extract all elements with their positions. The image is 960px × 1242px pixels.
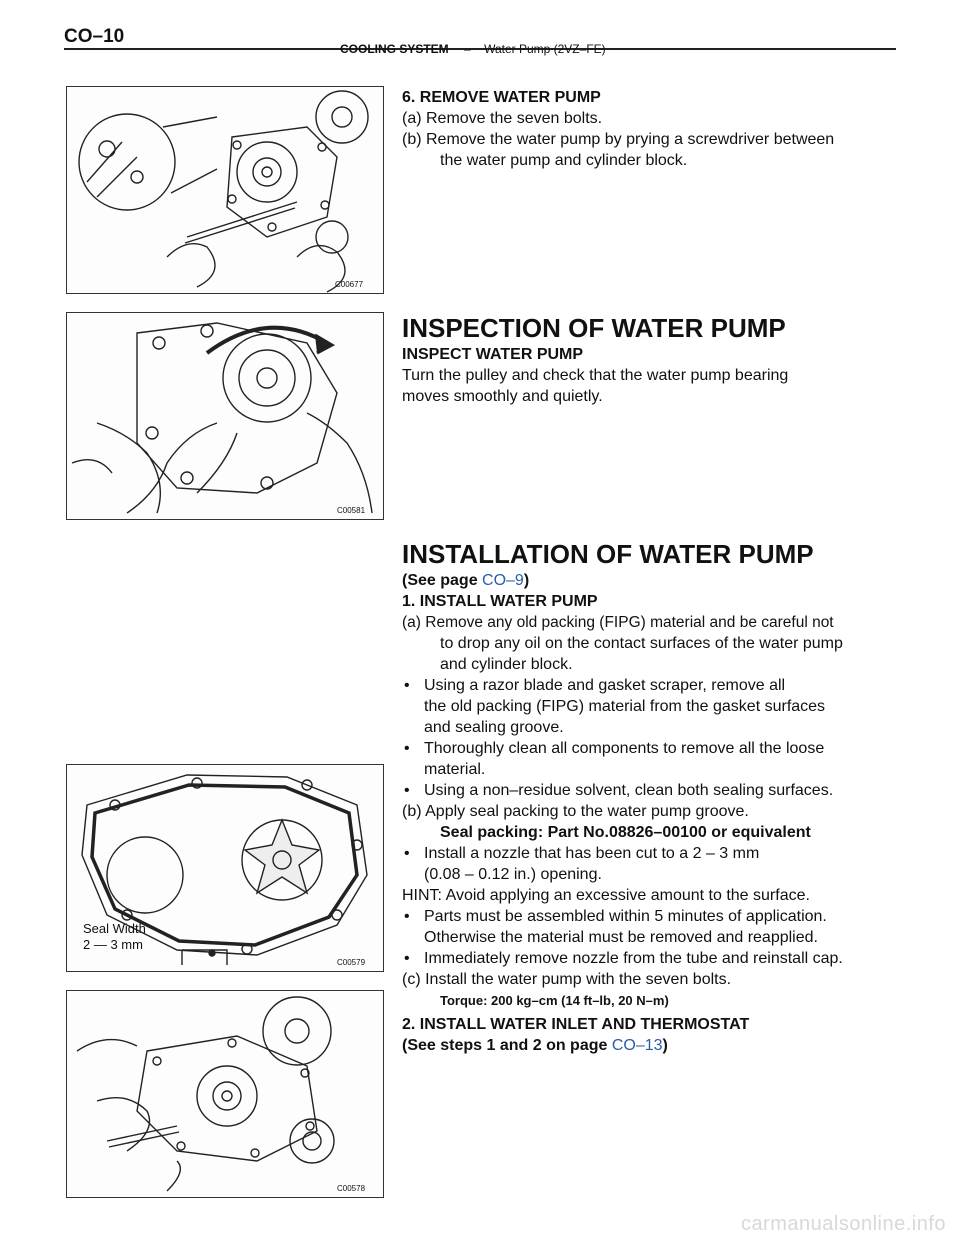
bullet-dot: • xyxy=(404,950,410,967)
bullet-dot: • xyxy=(404,782,410,799)
see-page-link[interactable]: CO–9 xyxy=(482,572,524,589)
bullet-assemble-cont: Otherwise the material must be removed and reapplied. xyxy=(424,929,818,946)
bullet-nozzle-cont: (0.08 – 0.12 in.) opening. xyxy=(424,866,602,883)
install-step-a-cont2: and cylinder block. xyxy=(440,656,573,673)
bullet-nozzle-remove-text: Immediately remove nozzle from the tube and reinstall cap. xyxy=(424,950,843,967)
figure-inspect-water-pump xyxy=(66,312,384,520)
installation-title: INSTALLATION OF WATER PUMP xyxy=(402,539,814,569)
seal-packing-spec: Seal packing: Part No.08826–00100 or equivalent xyxy=(440,824,811,841)
bullet-clean-text: Thoroughly clean all components to remove all the loose xyxy=(424,740,825,757)
step2-see-suffix: ) xyxy=(662,1037,668,1054)
figure-seal-packing-drawing xyxy=(67,765,383,971)
inspection-text-2: moves smoothly and quietly. xyxy=(402,388,603,405)
figure-remove-water-pump xyxy=(66,86,384,294)
fig2-code: C00581 xyxy=(337,506,366,515)
install-step-1: 1. INSTALL WATER PUMP xyxy=(402,593,598,610)
install-step-b: (b) Apply seal packing to the water pump groove. xyxy=(402,803,749,820)
remove-step-title: 6. REMOVE WATER PUMP xyxy=(402,89,601,106)
fig3-code: C00579 xyxy=(337,958,366,967)
torque-spec: Torque: 200 kg–cm (14 ft–lb, 20 N–m) xyxy=(440,993,669,1008)
figure-install-water-pump xyxy=(66,990,384,1198)
bullet-nozzle xyxy=(402,843,872,864)
section-title: COOLING SYSTEM xyxy=(340,42,449,56)
remove-step-b-cont: the water pump and cylinder block. xyxy=(440,152,688,169)
bullet-nozzle-text: Install a nozzle that has been cut to a 2 – 3 mm xyxy=(424,845,760,862)
seal-width-value: 2 — 3 mm xyxy=(83,937,143,952)
fig1-code: C00677 xyxy=(335,280,364,289)
bullet-dot: • xyxy=(404,677,410,694)
bullet-dot: • xyxy=(404,908,410,925)
install-step-a: (a) Remove any old packing (FIPG) material and be careful not xyxy=(402,614,834,631)
watermark: carmanualsonline.info xyxy=(740,1213,946,1235)
seal-width-label: Seal Width xyxy=(83,921,146,936)
install-step-2: 2. INSTALL WATER INLET AND THERMOSTAT xyxy=(402,1016,750,1033)
figure-inspect-water-pump-drawing xyxy=(67,313,383,519)
installation-see-page xyxy=(402,570,872,591)
inspection-subtitle: INSPECT WATER PUMP xyxy=(402,346,584,363)
bullet-razor-text: Using a razor blade and gasket scraper, remove all xyxy=(424,677,786,694)
installation-section xyxy=(402,538,872,1056)
see-page-prefix: (See page xyxy=(402,572,483,589)
bullet-clean-cont: material. xyxy=(424,761,486,778)
remove-step-b: (b) Remove the water pump by prying a screwdriver between xyxy=(402,131,835,148)
bullet-assemble-text: Parts must be assembled within 5 minutes of application. xyxy=(424,908,827,925)
inspection-text-1: Turn the pulley and check that the water pump bearing xyxy=(402,367,789,384)
step2-see-prefix: (See steps 1 and 2 on page xyxy=(402,1037,612,1054)
bullet-assemble xyxy=(402,906,872,927)
install-step-c: (c) Install the water pump with the seven bolts. xyxy=(402,971,732,988)
bullet-clean xyxy=(402,738,872,759)
page-number: CO–10 xyxy=(64,26,125,47)
header-section xyxy=(340,42,606,56)
remove-step-a: (a) Remove the seven bolts. xyxy=(402,110,603,127)
figure-seal-packing xyxy=(66,764,384,972)
bullet-solvent xyxy=(402,780,872,801)
bullet-dot: • xyxy=(404,740,410,757)
bullet-nozzle-remove xyxy=(402,948,872,969)
step2-see-link[interactable]: CO–13 xyxy=(611,1037,663,1054)
bullet-razor-cont1: the old packing (FIPG) material from the gasket surfaces xyxy=(424,698,826,715)
install-hint: HINT: Avoid applying an excessive amount to the surface. xyxy=(402,887,810,904)
see-page-suffix: ) xyxy=(523,572,530,589)
bullet-razor-cont2: and sealing groove. xyxy=(424,719,564,736)
bullet-dot: • xyxy=(404,845,410,862)
install-step-2-see xyxy=(402,1035,872,1056)
remove-section xyxy=(402,87,872,171)
figure-install-water-pump-drawing xyxy=(67,991,383,1197)
fig4-code: C00578 xyxy=(337,1184,366,1193)
inspection-section xyxy=(402,312,872,407)
bullet-solvent-text: Using a non–residue solvent, clean both sealing surfaces. xyxy=(424,782,834,799)
inspection-title: INSPECTION OF WATER PUMP xyxy=(402,313,786,343)
header-separator: – xyxy=(464,42,471,56)
install-step-a-cont1: to drop any oil on the contact surfaces of the water pump xyxy=(440,635,843,652)
bullet-razor xyxy=(402,675,872,696)
subsection-title: Water Pump (2VZ–FE) xyxy=(484,42,606,56)
figure-remove-water-pump-drawing xyxy=(67,87,383,293)
